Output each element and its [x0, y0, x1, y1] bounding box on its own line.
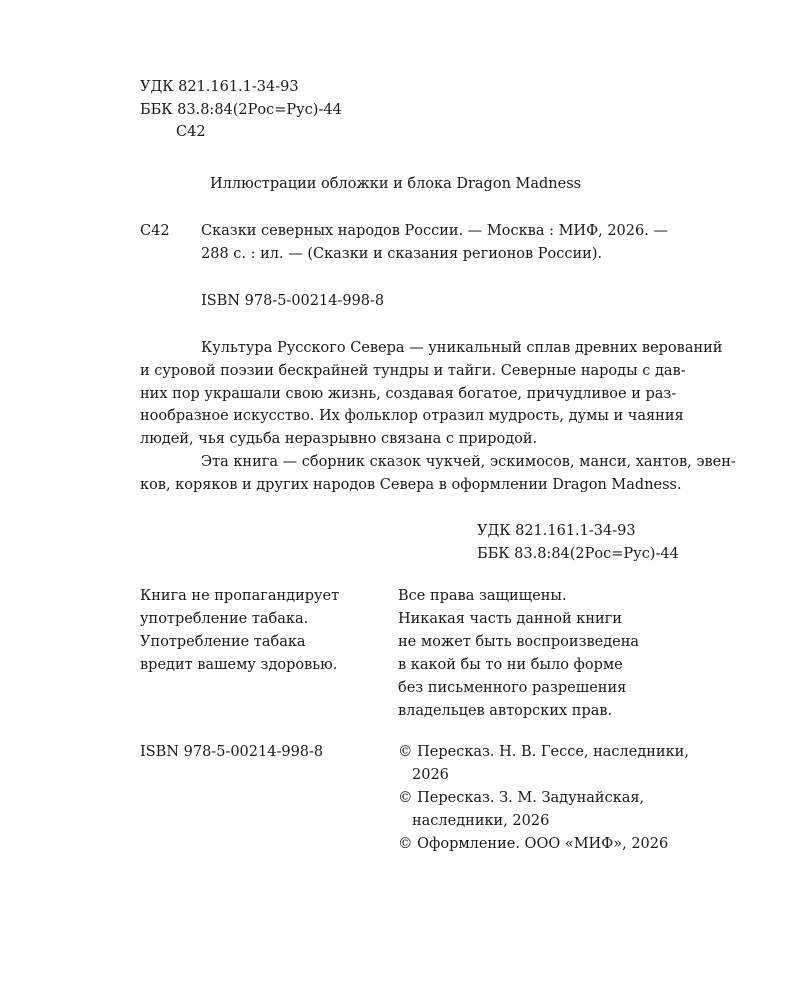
tobacco-notice-line: употребление табака.: [140, 611, 309, 627]
rights-notice-line: Никакая часть данной книги: [398, 611, 622, 627]
author-sign: С42: [176, 124, 206, 140]
isbn-main: ISBN 978-5-00214-998-8: [201, 293, 385, 309]
annotation: [140, 337, 736, 497]
classification-right: [477, 520, 679, 566]
annotation-p2-line: Эта книга — сборник сказок чукчей, эскимосов, манси, хантов, эвен-: [201, 453, 736, 470]
tobacco-notice-line: вредит вашему здоровью.: [140, 657, 338, 673]
bbk-code-right: ББК 83.8:84(2Рос=Рус)-44: [477, 546, 679, 562]
rights-notice-line: без письменного разрешения: [398, 680, 627, 696]
rights-notice-line: владельцев авторских прав.: [398, 703, 613, 719]
udk-code-right: УДК 821.161.1-34-93: [477, 523, 636, 539]
illustrations-credit: Иллюстрации обложки и блока Dragon Madness: [210, 176, 582, 192]
copyright-block: [398, 741, 689, 856]
annotation-p2-line: ков, коряков и других народов Севера в оформлении Dragon Madness.: [140, 476, 682, 493]
copyright-line: 2026: [412, 767, 449, 783]
copyright-line: © Оформление. ООО «МИФ», 2026: [398, 836, 669, 852]
rights-notice-line: Все права защищены.: [398, 588, 567, 604]
tobacco-notice: [140, 585, 339, 677]
bibliographic-entry: [201, 220, 668, 266]
bbk-code: ББК 83.8:84(2Рос=Рус)-44: [140, 101, 342, 118]
bibliographic-line-1: Сказки северных народов России. — Москва : МИФ, 2026. —: [201, 223, 668, 239]
bibliographic-sign: С42: [140, 223, 170, 239]
rights-notice-line: не может быть воспроизведена: [398, 634, 640, 650]
annotation-p1-line: нообразное искусство. Их фольклор отразил мудрость, думы и чаяния: [140, 408, 684, 425]
annotation-p1-line: них пор украшали свою жизнь, создавая богатое, причудливое и раз-: [140, 385, 677, 402]
copyright-line: © Пересказ. Н. В. Гессе, наследники,: [398, 744, 689, 760]
tobacco-notice-line: Употребление табака: [140, 634, 306, 650]
tobacco-notice-line: Книга не пропагандирует: [140, 588, 340, 604]
copyright-line: © Пересказ. З. М. Задунайская,: [398, 790, 645, 806]
annotation-p1-line: и суровой поэзии бескрайней тундры и тайги. Северные народы с дав-: [140, 362, 686, 379]
classification-block: [140, 76, 342, 144]
annotation-p1-line: людей, чья судьба неразрывно связана с природой.: [140, 431, 538, 448]
rights-notice: [398, 585, 639, 723]
annotation-p1-line: Культура Русского Севера — уникальный сплав древних верований: [201, 340, 723, 356]
rights-notice-line: в какой бы то ни было форме: [398, 657, 623, 673]
isbn-bottom: ISBN 978-5-00214-998-8: [140, 744, 324, 760]
copyright-line: наследники, 2026: [412, 813, 550, 829]
bibliographic-line-2: 288 с. : ил. — (Сказки и сказания регионов России).: [201, 246, 603, 262]
udk-code: УДК 821.161.1-34-93: [140, 79, 299, 95]
